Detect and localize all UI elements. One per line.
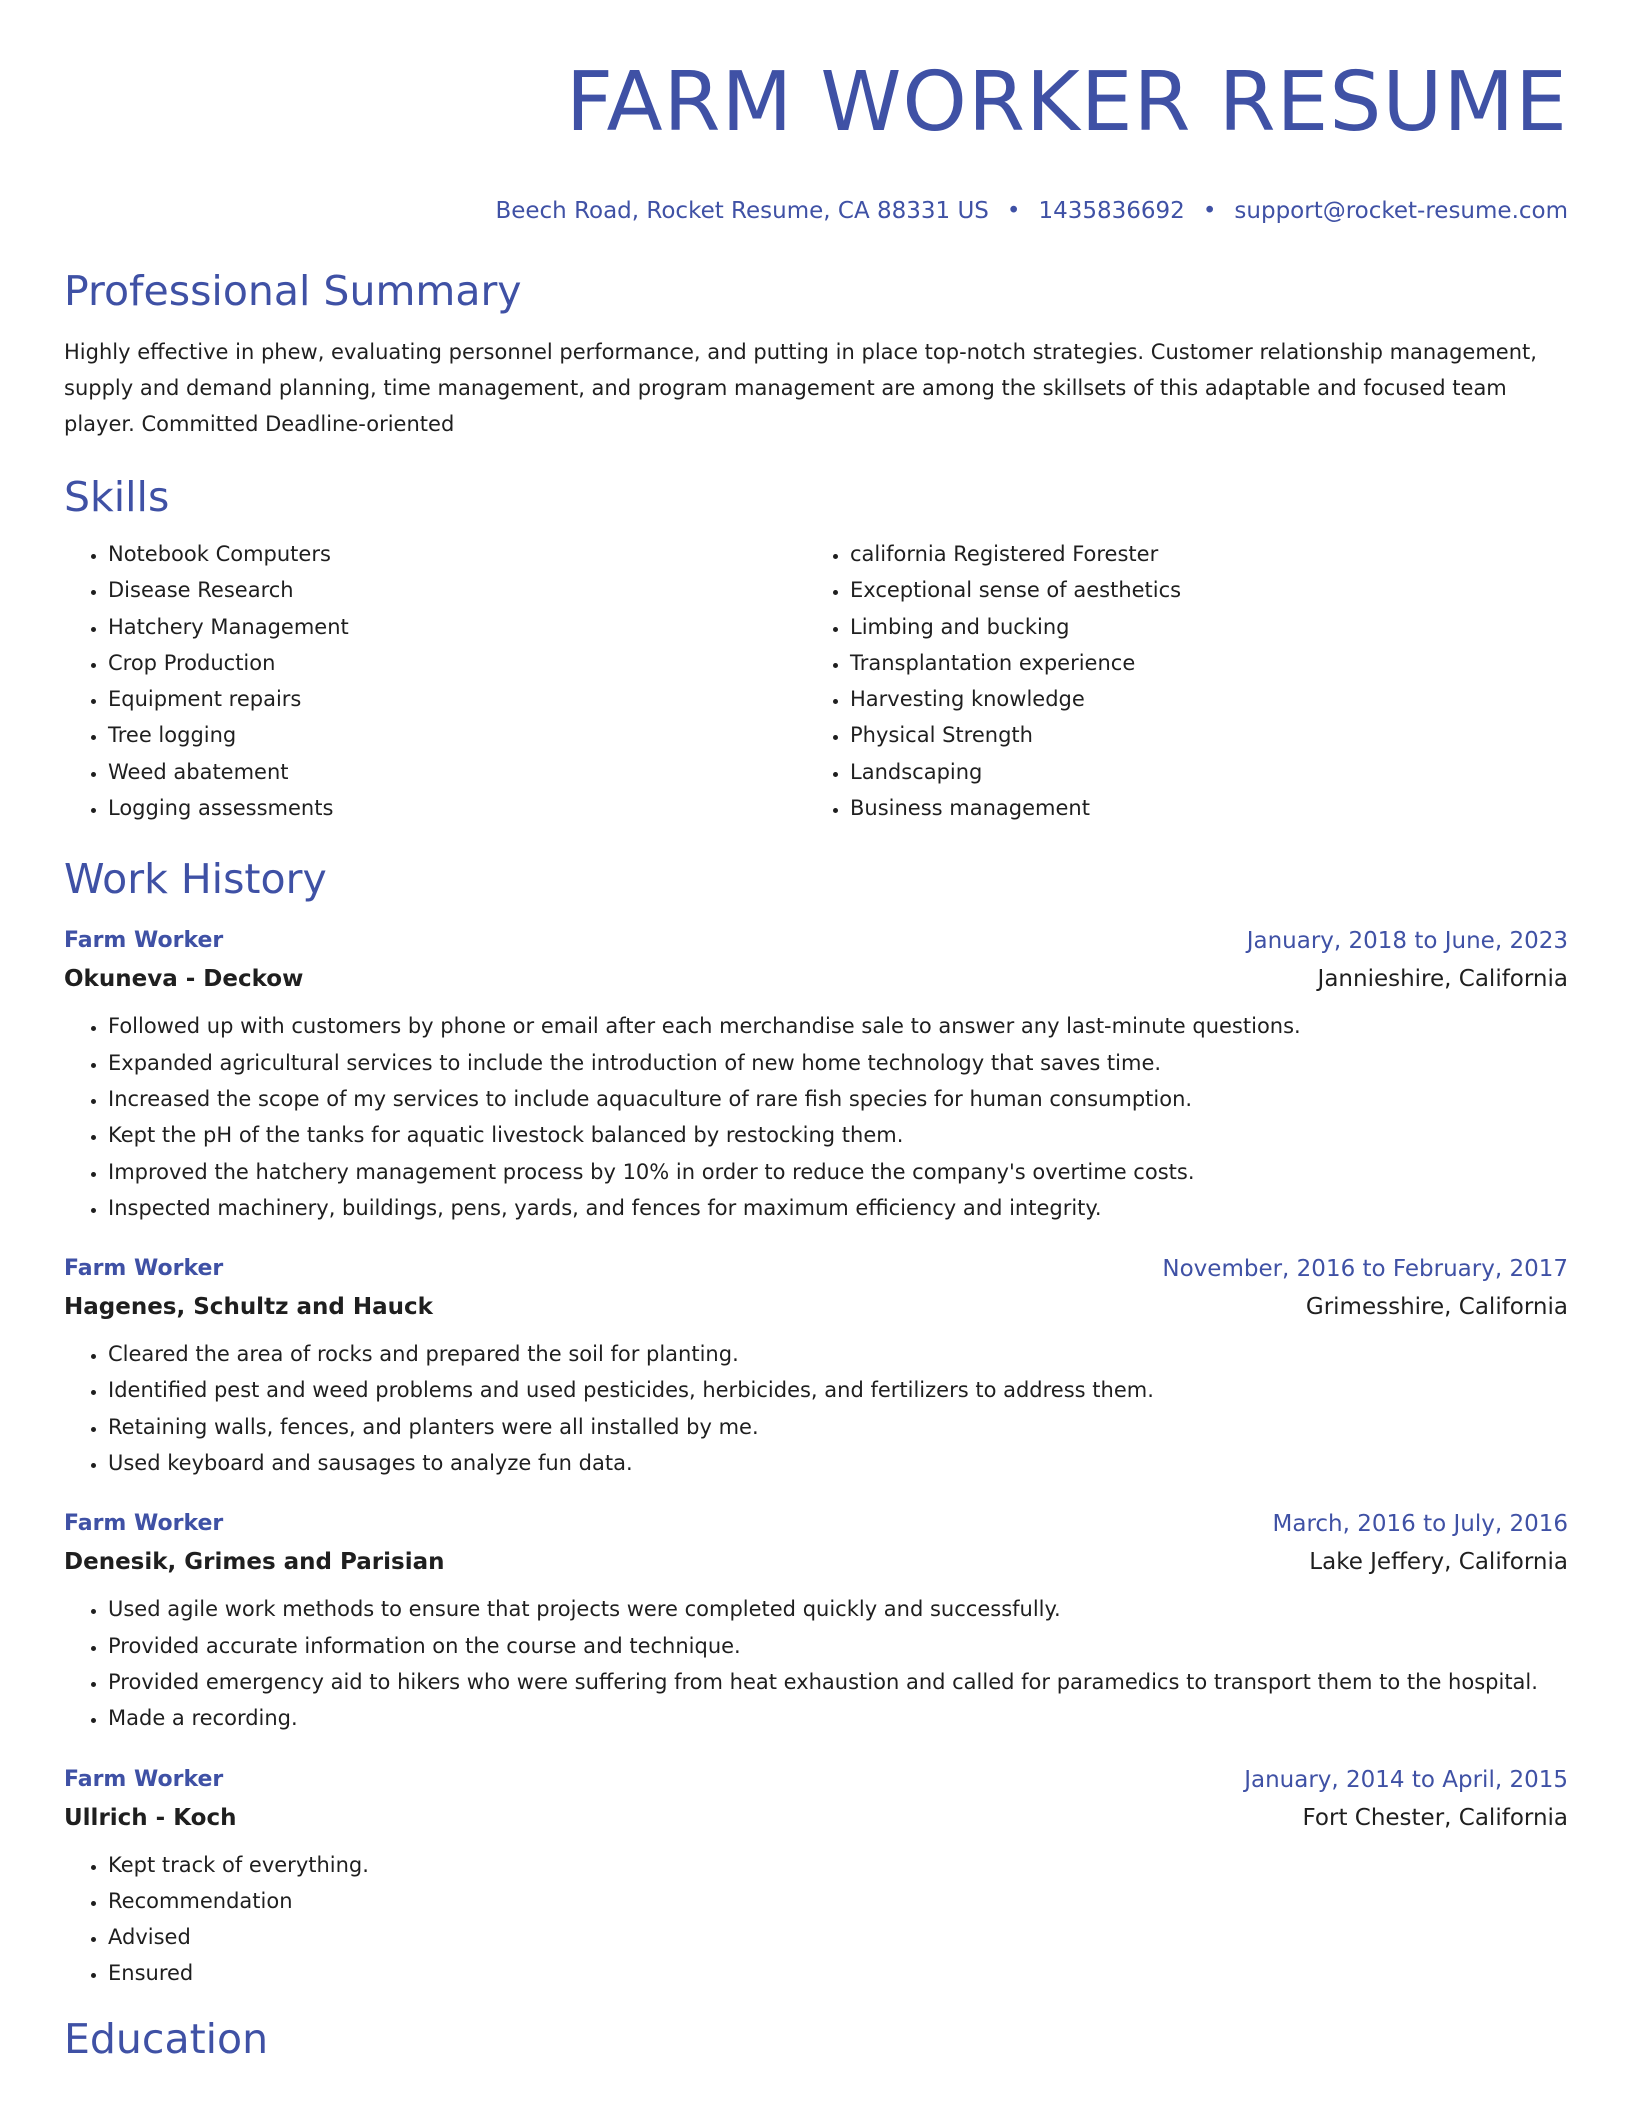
skills-column-left bbox=[64, 536, 806, 826]
job-bullet: • Made a recording. bbox=[108, 1700, 1568, 1736]
job-dates: January, 2018 to June, 2023 bbox=[1246, 928, 1568, 955]
job-bullet: • Kept the pH of the tanks for aquatic livestock balanced by restocking them. bbox=[108, 1117, 1568, 1153]
skill-item: • Exceptional sense of aesthetics bbox=[850, 572, 1568, 608]
skill-item: • Weed abatement bbox=[108, 754, 806, 790]
job-entry bbox=[64, 1250, 1568, 1481]
skill-item: • Harvesting knowledge bbox=[850, 681, 1568, 717]
resume-title: FARM WORKER RESUME bbox=[565, 55, 1568, 150]
contact-phone: 1435836692 bbox=[1038, 198, 1185, 224]
job-bullet: • Cleared the area of rocks and prepared the soil for planting. bbox=[108, 1336, 1568, 1372]
job-location: Jannieshire, California bbox=[1317, 966, 1568, 993]
job-entry bbox=[64, 922, 1568, 1226]
job-bullet: • Recommendation bbox=[108, 1883, 1568, 1919]
education-heading: Education bbox=[64, 2014, 269, 2063]
skill-item: • Disease Research bbox=[108, 572, 806, 608]
contact-line bbox=[64, 196, 1568, 226]
job-bullets bbox=[64, 1847, 1568, 1992]
summary-heading: Professional Summary bbox=[64, 267, 522, 315]
summary-text: Highly effective in phew, evaluating personnel performance, and putting in place top-notch strategies. Customer relationship management, supply and demand planning, time management, and program management are among the skillsets of this adaptable and focused team player. Committed Deadline-oriented bbox=[64, 340, 1537, 436]
job-bullet: • Followed up with customers by phone or email after each merchandise sale to answer any last-minute questions. bbox=[108, 1008, 1568, 1044]
job-dates: March, 2016 to July, 2016 bbox=[1272, 1511, 1568, 1538]
skills-list bbox=[64, 536, 1568, 826]
skill-item: • Landscaping bbox=[850, 754, 1568, 790]
job-bullet: • Increased the scope of my services to include aquaculture of rare fish species for human consumption. bbox=[108, 1081, 1568, 1117]
skill-item: • Business management bbox=[850, 790, 1568, 826]
skills-column-right bbox=[806, 536, 1568, 826]
job-bullet: • Kept track of everything. bbox=[108, 1847, 1568, 1883]
job-bullet: • Improved the hatchery management process by 10% in order to reduce the company's overtime costs. bbox=[108, 1154, 1568, 1190]
job-bullets bbox=[64, 1008, 1568, 1226]
job-bullet: • Advised bbox=[108, 1919, 1568, 1955]
skills-heading: Skills bbox=[64, 473, 170, 521]
job-bullet: • Expanded agricultural services to include the introduction of new home technology that saves time. bbox=[108, 1045, 1568, 1081]
job-company: Ullrich - Koch bbox=[64, 1804, 237, 1831]
job-bullet: • Provided emergency aid to hikers who were suffering from heat exhaustion and called for paramedics to transport them to the hospital. bbox=[108, 1664, 1568, 1700]
job-bullets bbox=[64, 1591, 1568, 1736]
job-bullet: • Inspected machinery, buildings, pens, yards, and fences for maximum efficiency and integrity. bbox=[108, 1190, 1568, 1226]
job-location: Fort Chester, California bbox=[1302, 1804, 1568, 1831]
skill-item: • Limbing and bucking bbox=[850, 609, 1568, 645]
job-location: Lake Jeffery, California bbox=[1309, 1549, 1568, 1576]
job-company: Hagenes, Schultz and Hauck bbox=[64, 1294, 433, 1321]
job-role: Farm Worker bbox=[64, 1511, 224, 1537]
job-bullet: • Retaining walls, fences, and planters were all installed by me. bbox=[108, 1409, 1568, 1445]
job-dates: November, 2016 to February, 2017 bbox=[1162, 1256, 1568, 1283]
job-role: Farm Worker bbox=[64, 1766, 224, 1792]
contact-separator: • bbox=[1006, 198, 1021, 224]
job-bullets bbox=[64, 1336, 1568, 1481]
contact-email[interactable]: support@rocket-resume.com bbox=[1234, 198, 1568, 224]
job-bullet: • Identified pest and weed problems and used pesticides, herbicides, and fertilizers to address them. bbox=[108, 1372, 1568, 1408]
skill-item: • Crop Production bbox=[108, 645, 806, 681]
job-bullet: • Used keyboard and sausages to analyze fun data. bbox=[108, 1445, 1568, 1481]
skill-item: • Transplantation experience bbox=[850, 645, 1568, 681]
job-entry bbox=[64, 1761, 1568, 1992]
job-role: Farm Worker bbox=[64, 1256, 224, 1282]
skill-item: • Tree logging bbox=[108, 717, 806, 753]
job-bullet: • Ensured bbox=[108, 1955, 1568, 1991]
job-location: Grimesshire, California bbox=[1305, 1294, 1568, 1321]
skill-item: • california Registered Forester bbox=[850, 536, 1568, 572]
skill-item: • Physical Strength bbox=[850, 717, 1568, 753]
job-bullet: • Used agile work methods to ensure that projects were completed quickly and successfully. bbox=[108, 1591, 1568, 1627]
job-company: Denesik, Grimes and Parisian bbox=[64, 1549, 445, 1576]
skill-item: • Equipment repairs bbox=[108, 681, 806, 717]
skill-item: • Notebook Computers bbox=[108, 536, 806, 572]
job-company: Okuneva - Deckow bbox=[64, 966, 304, 993]
contact-separator: • bbox=[1202, 198, 1217, 224]
job-dates: January, 2014 to April, 2015 bbox=[1244, 1766, 1568, 1793]
contact-address: Beech Road, Rocket Resume, CA 88331 US bbox=[495, 198, 989, 224]
skill-item: • Hatchery Management bbox=[108, 609, 806, 645]
job-entry bbox=[64, 1505, 1568, 1736]
work-history-heading: Work History bbox=[64, 855, 327, 904]
job-role: Farm Worker bbox=[64, 928, 224, 954]
skill-item: • Logging assessments bbox=[108, 790, 806, 826]
job-bullet: • Provided accurate information on the course and technique. bbox=[108, 1628, 1568, 1664]
